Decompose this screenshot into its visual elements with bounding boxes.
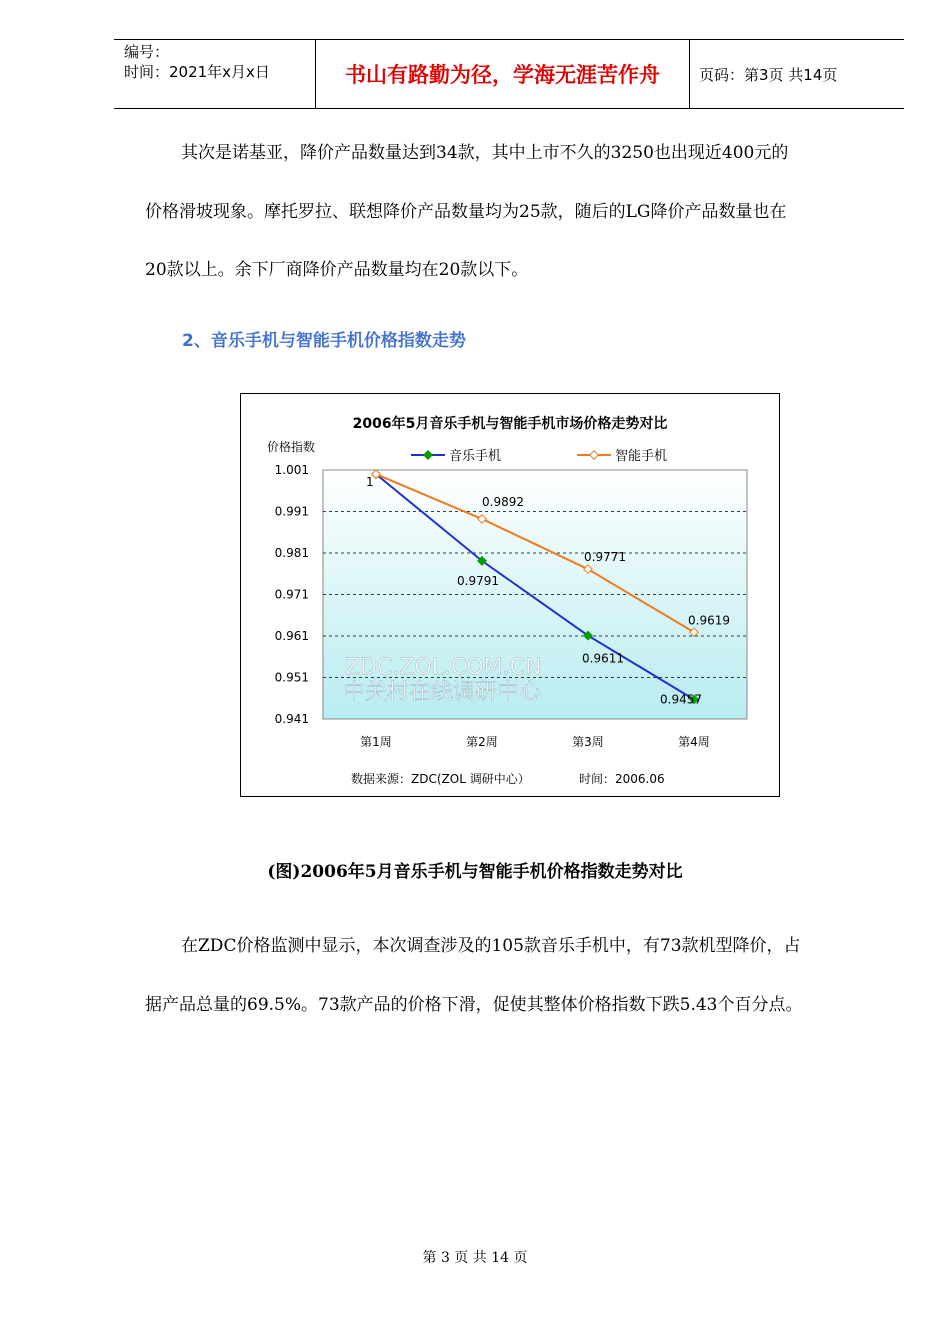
paragraph-line: 价格滑坡现象。摩托罗拉、联想降价产品数量均为25款，随后的LG降价产品数量也在 [145,202,787,222]
chart-canvas [241,394,779,796]
y-tick-label: 0.951 [274,670,309,685]
figure-caption: (图)2006年5月音乐手机与智能手机价格指数走势对比 [267,862,683,882]
y-tick-label: 0.961 [274,629,309,643]
header-motto: 书山有路勤为径，学海无涯苦作舟 [345,63,660,87]
data-label: 0.9619 [688,613,730,628]
y-axis-ticks [275,463,309,726]
legend-label: 智能手机 [615,449,668,464]
y-tick-label: 0.941 [274,712,309,726]
chart-source: 数据来源：ZDC(ZOL 调研中心） [351,772,530,786]
y-axis-label: 价格指数 [267,440,316,454]
header-page-number: 页码：第3页 共14页 [699,65,838,84]
paragraph-line: 20款以上。余下厂商降价产品数量均在20款以下。 [145,260,529,280]
y-tick-label: 0.991 [274,504,309,519]
chart-title: 2006年5月音乐手机与智能手机市场价格走势对比 [352,416,668,432]
watermark-line: 中关村在线调研中心 [343,680,542,705]
data-label: 1 [366,475,374,490]
y-tick-label: 0.981 [274,546,309,560]
watermark-line: ZDC.ZOL.COM.CN [345,655,542,680]
paragraph-line: 据产品总量的69.5%。73款产品的价格下滑，促使其整体价格指数下跌5.43个百分点。 [145,995,803,1015]
x-tick-label: 第3周 [572,735,604,749]
code-label: 编号： [124,43,170,61]
price-index-chart [240,393,780,797]
paragraph-line: 在ZDC价格监测中显示，本次调查涉及的105款音乐手机中，有73款机型降价，占 [181,936,801,956]
legend-marker [424,451,432,459]
section-heading: 2、音乐手机与智能手机价格指数走势 [182,331,466,351]
header-divider [689,40,690,108]
chart-legend [411,448,667,464]
page-footer: 第 3 页 共 14 页 [422,1250,528,1266]
chart-time: 时间：2006.06 [579,772,665,786]
x-axis-ticks [360,735,710,749]
time-label: 时间：2021年x月x日 [124,63,270,81]
x-tick-label: 第2周 [466,735,498,749]
header-meta [124,42,314,82]
data-label: 0.9791 [457,573,499,588]
x-tick-label: 第4周 [678,735,710,749]
y-tick-label: 1.001 [274,463,309,477]
legend-label: 音乐手机 [449,449,502,464]
page-header [114,39,904,109]
legend-marker [590,451,598,459]
data-label: 0.9611 [582,651,624,666]
data-label: 0.9771 [584,550,626,565]
data-label: 0.9892 [482,494,524,509]
watermark [343,655,542,705]
data-label: 0.9457 [660,692,702,707]
x-tick-label: 第1周 [360,735,392,749]
y-tick-label: 0.971 [274,587,309,602]
paragraph-line: 其次是诺基亚，降价产品数量达到34款，其中上市不久的3250也出现近400元的 [181,143,789,163]
